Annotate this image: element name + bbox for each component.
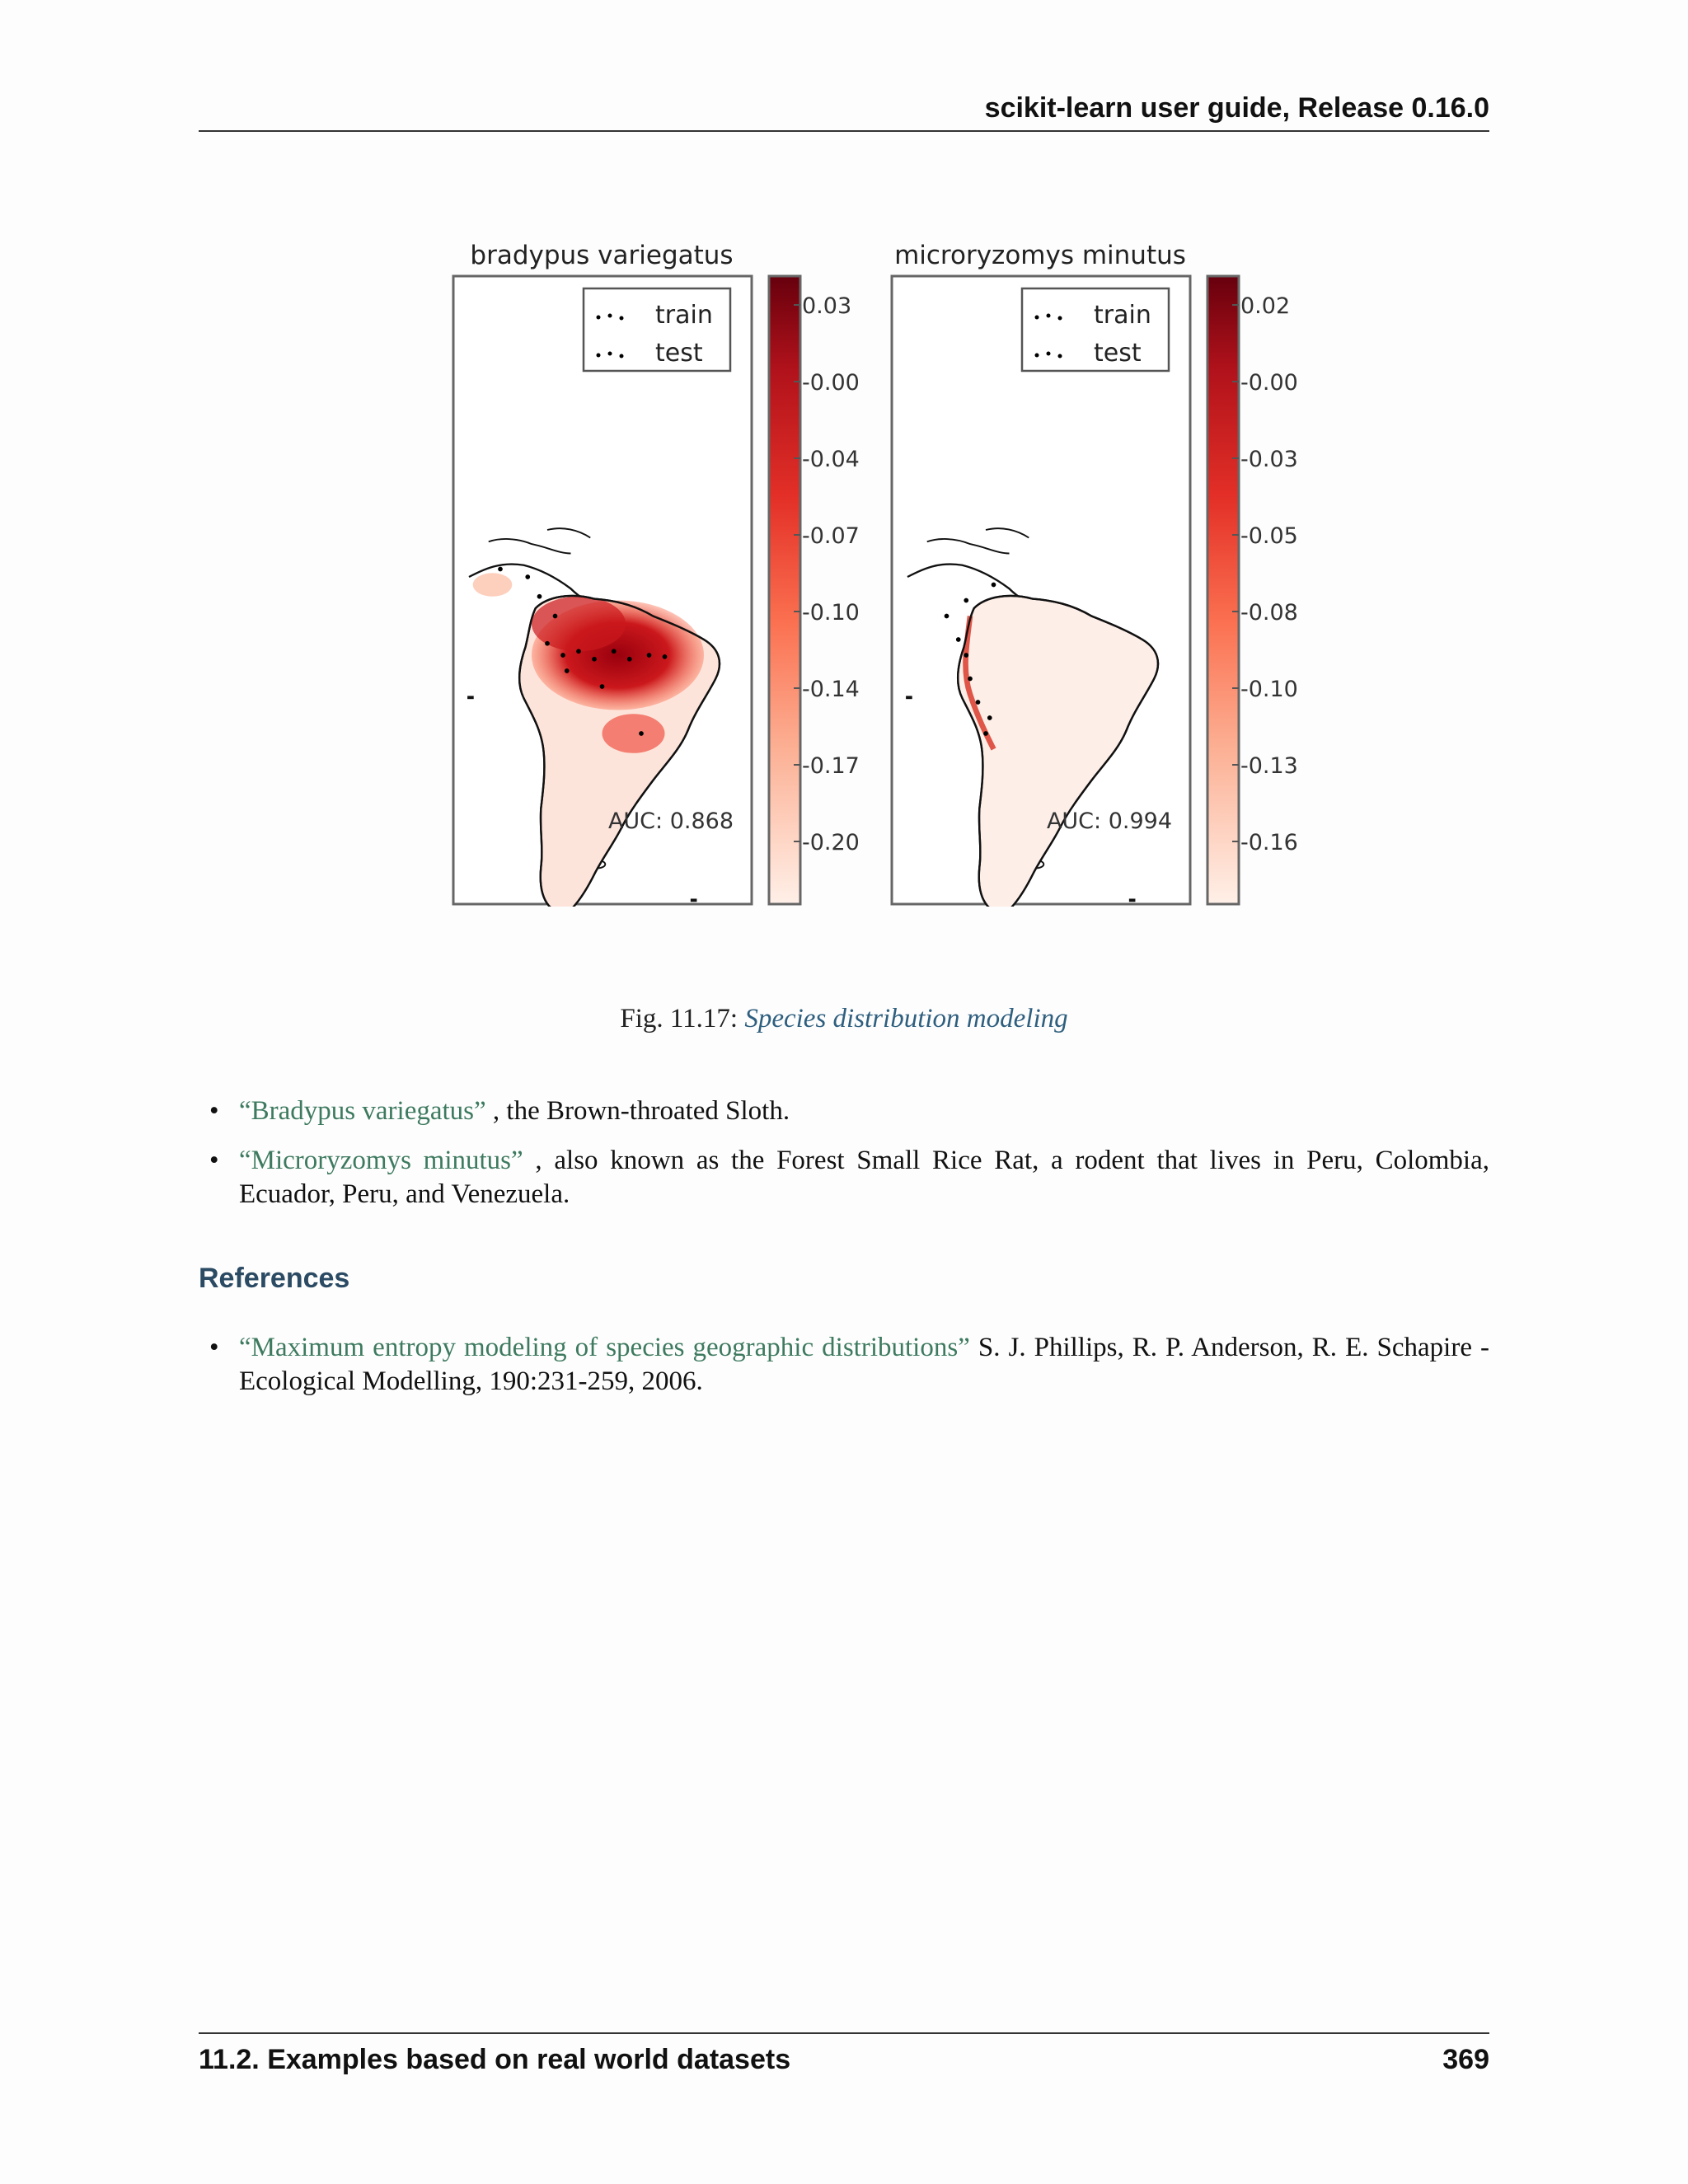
figure-caption [0, 1004, 1688, 1034]
colorbar-tick-label: -0.10 [1240, 677, 1298, 702]
caption-prefix: Fig. 11.17: [620, 1004, 745, 1033]
bradypus-link[interactable]: “Bradypus variegatus” [239, 1096, 486, 1126]
list-item [209, 1331, 1489, 1399]
bullet-text: , the Brown-throated Sloth. [485, 1096, 790, 1126]
list-item [209, 1094, 1489, 1128]
bullet: • [209, 1333, 219, 1362]
colorbar-tick-label: -0.08 [1240, 600, 1298, 626]
page-footer [199, 2032, 1489, 2075]
bullet-text: , also known as the Forest Small Rice Rat, a rodent that lives in Peru, Colombia, Ecuador, Peru, and Venezuela. [239, 1146, 1490, 1209]
colorbar-tick-label: 0.02 [1240, 293, 1291, 319]
document-title: scikit-learn user guide, Release 0.16.0 [984, 92, 1489, 124]
references-heading: References [199, 1263, 350, 1294]
colorbar-tick-label: -0.04 [802, 447, 860, 472]
legend-train-label: train [1094, 301, 1151, 330]
colorbar-tick-label: -0.00 [1240, 370, 1298, 396]
species-distribution-figure [445, 231, 1302, 907]
reference-text: S. J. Phillips, R. P. Anderson, R. E. Schapire - Ecological Modelling, 190:231-259, 2006. [239, 1333, 1489, 1396]
colorbar-tick-label: -0.07 [802, 523, 860, 549]
microryzomys-link[interactable]: “Microryzomys minutus” [239, 1146, 523, 1175]
colorbar-tick-label: -0.13 [1240, 753, 1298, 779]
colorbar-tick-label: -0.20 [802, 830, 860, 855]
references-list [209, 1331, 1489, 1405]
legend-test-label: test [655, 339, 703, 368]
colorbar-tick-label: -0.00 [802, 370, 860, 396]
legend-left [584, 288, 730, 371]
page-number: 369 [1442, 2044, 1489, 2075]
list-item [209, 1144, 1490, 1212]
auc-annotation-left: AUC: 0.868 [607, 808, 734, 834]
footer-section: 11.2. Examples based on real world datasets [199, 2044, 791, 2075]
colorbar-tick-label: -0.16 [1240, 830, 1298, 855]
figure [445, 231, 1302, 907]
colorbar-tick-label: 0.03 [802, 293, 852, 319]
plot-title-right: microryzomys minutus [894, 241, 1186, 270]
legend-train-label: train [655, 301, 713, 330]
auc-annotation-right: AUC: 0.994 [1046, 808, 1172, 834]
plot-title-left: bradypus variegatus [470, 241, 734, 270]
bullet: • [209, 1096, 219, 1126]
colorbar-tick-label: -0.03 [1240, 447, 1298, 472]
colorbar-tick-label: -0.17 [802, 753, 860, 779]
reference-link[interactable]: “Maximum entropy modeling of species geographic distributions” [239, 1333, 970, 1362]
legend-right [1022, 288, 1169, 371]
caption-link[interactable]: Species distribution modeling [744, 1004, 1068, 1033]
species-list [209, 1094, 1490, 1210]
page-header [199, 92, 1489, 132]
colorbar-tick-label: -0.05 [1240, 523, 1298, 549]
legend-test-label: test [1094, 339, 1142, 368]
colorbar-left [769, 276, 860, 904]
colorbar-right [1207, 276, 1298, 904]
colorbar-tick-label: -0.14 [802, 677, 860, 702]
colorbar-tick-label: -0.10 [802, 600, 860, 626]
bullet: • [209, 1146, 219, 1175]
